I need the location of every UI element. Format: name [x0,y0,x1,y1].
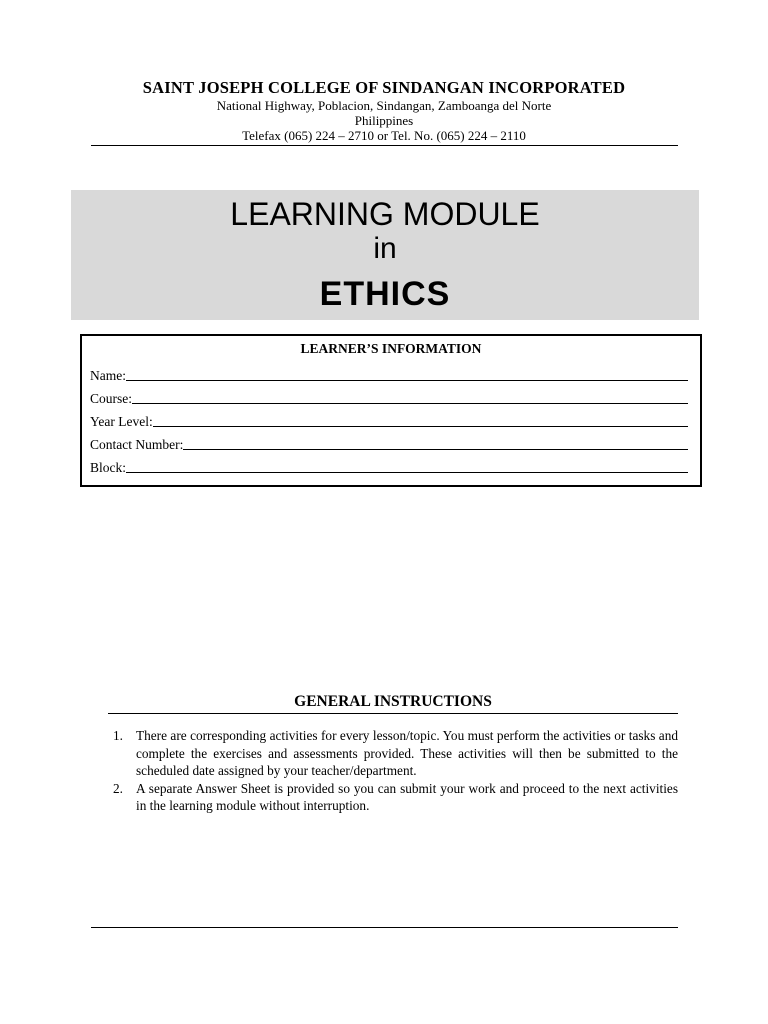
school-contact: Telefax (065) 224 – 2710 or Tel. No. (065) 224 – 2110 [242,128,526,143]
instruction-number: 2. [113,780,123,796]
header-divider [91,145,678,146]
contact-number-field[interactable] [90,436,688,453]
module-subject: ETHICS [319,275,451,313]
year-level-field-line[interactable] [153,425,688,427]
instruction-item [108,727,678,780]
block-field-line[interactable] [126,471,688,473]
instruction-text: There are corresponding activities for every lesson/topic. You must perform the activities or tasks and complete the exercises and assessments provided. These activities will then be submitted to the scheduled date assigned by your teacher/department. [136,728,678,778]
instruction-number: 1. [113,728,123,743]
document-header [90,78,678,143]
module-title-line2: in [373,232,397,265]
name-field-label: Name: [90,368,126,383]
learner-information-heading: LEARNER’S INFORMATION [300,341,482,356]
course-field-label: Course: [90,391,132,406]
contact-number-field-line[interactable] [183,448,688,450]
footer-divider [91,927,678,928]
school-name: SAINT JOSEPH COLLEGE OF SINDANGAN INCORPORATED [142,78,626,97]
course-field[interactable] [90,390,688,407]
instruction-text: A separate Answer Sheet is provided so you can submit your work and proceed to the next activities in the learning module without interruption. [136,780,678,813]
module-title-banner [71,190,699,320]
general-instructions-heading: GENERAL INSTRUCTIONS [294,693,492,710]
block-field[interactable] [90,459,688,476]
name-field-line[interactable] [126,379,688,381]
instructions-list [108,727,678,815]
learner-information-box [80,334,702,487]
year-level-field[interactable] [90,413,688,430]
course-field-line[interactable] [132,402,688,404]
school-address: National Highway, Poblacion, Sindangan, Zamboanga del Norte [216,98,552,113]
instruction-item [108,780,678,815]
school-country: Philippines [354,113,414,128]
block-field-label: Block: [90,460,126,475]
year-level-field-label: Year Level: [90,414,153,429]
instructions-divider [108,713,678,714]
contact-number-field-label: Contact Number: [90,437,184,452]
module-title-line1: LEARNING MODULE [230,196,540,232]
name-field[interactable] [90,367,688,384]
